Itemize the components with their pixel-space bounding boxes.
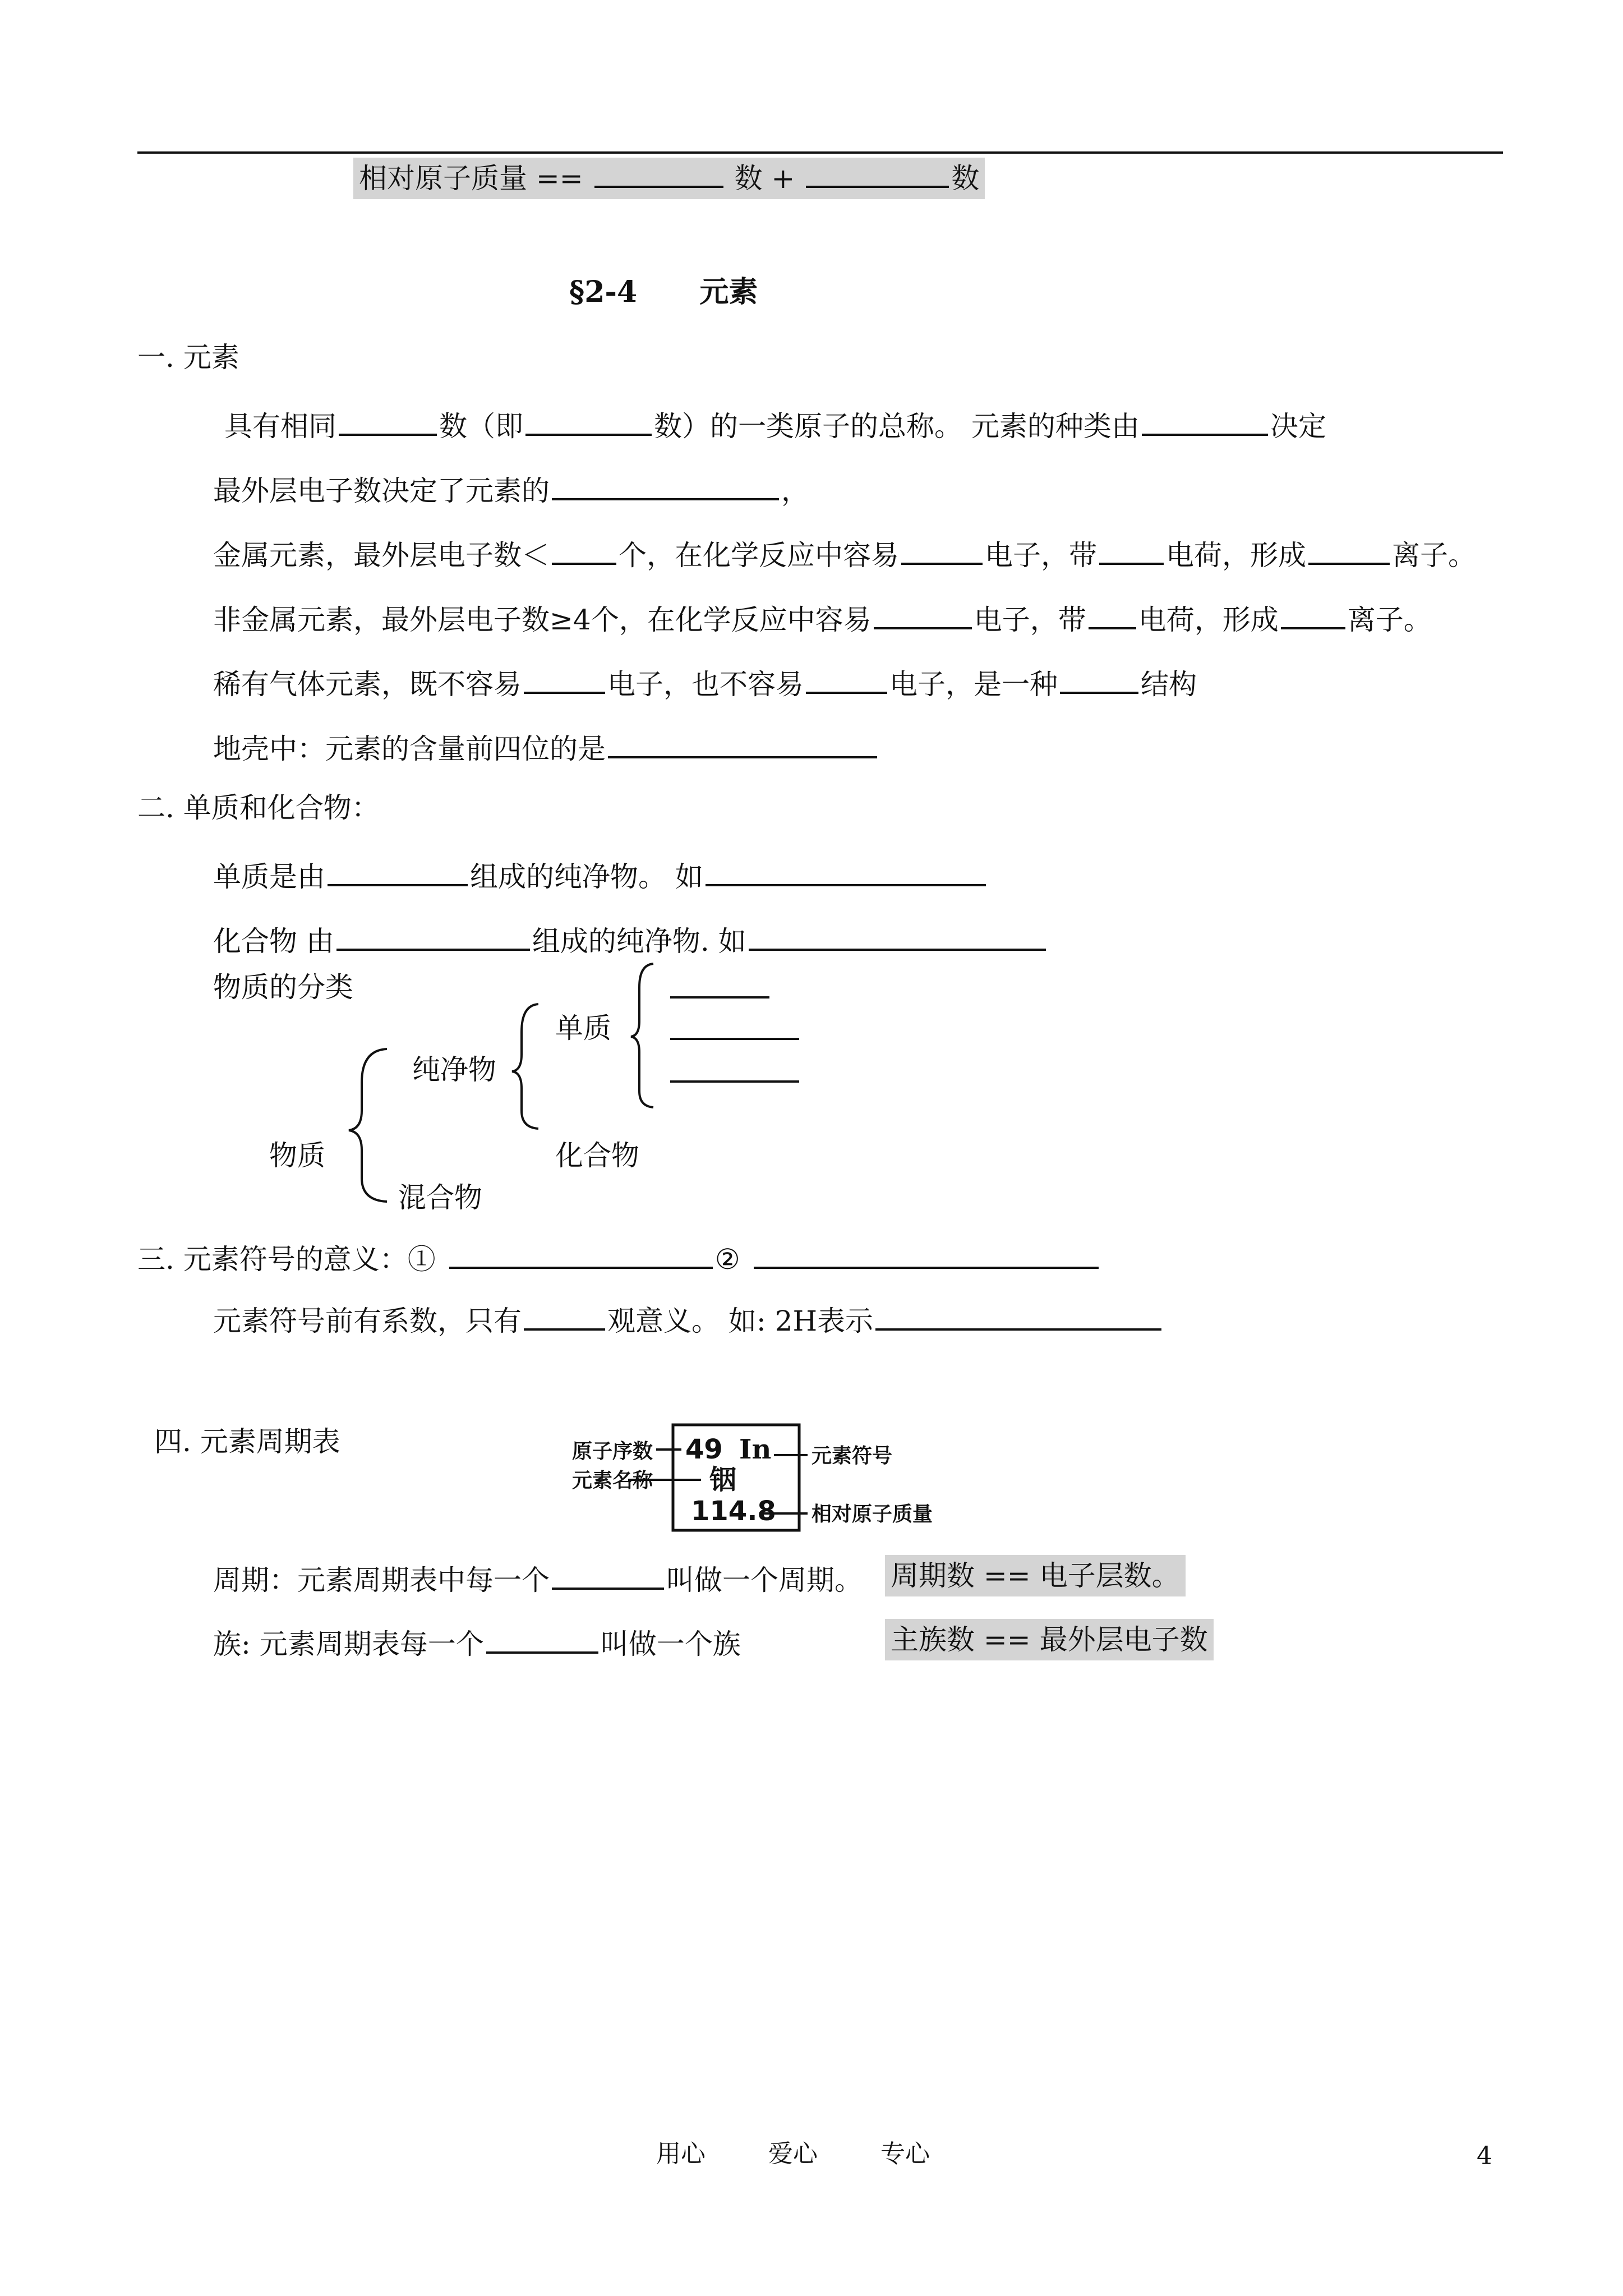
period-rule (885, 1559, 1186, 1592)
text: 结构 (1141, 668, 1197, 701)
text: 电子，是一种 (889, 668, 1058, 701)
label-atomic-mass: 相对原子质量 (811, 1503, 933, 1526)
tree-mixture: 混合物 (398, 1181, 482, 1214)
text: 族: 元素周期表每一个 (213, 1628, 484, 1660)
formula-mid: 数 + (734, 162, 795, 195)
text: 组成的纯净物。 如 (470, 861, 703, 893)
text: ， (781, 475, 809, 507)
text: 金属元素，最外层电子数＜ (213, 539, 550, 572)
text: 个，在化学反应中容易 (619, 539, 899, 572)
card-number: 49 (685, 1434, 723, 1465)
mark-2: ② (714, 1243, 740, 1276)
tree-root: 物质 (269, 1139, 325, 1172)
text: 观意义。 如: 2H表示 (607, 1305, 874, 1337)
text: 离子。 (1392, 539, 1476, 572)
text: 数（即 (439, 410, 523, 443)
highlight-text: 周期数 == 电子层数。 (885, 1555, 1186, 1596)
card-symbol: In (739, 1434, 772, 1465)
footer-word-3: 专心 (880, 2139, 930, 2168)
tree-element: 单质 (555, 1012, 611, 1045)
label-atomic-number: 原子序数 (572, 1440, 653, 1463)
blank[interactable] (486, 1626, 598, 1654)
text: 电荷，形成 (1166, 539, 1306, 572)
text: 组成的纯净物. 如 (532, 925, 746, 958)
blank[interactable] (552, 1562, 664, 1590)
footer-word-2: 爱心 (768, 2139, 818, 2168)
classify-label: 物质的分类 (213, 971, 353, 1004)
text: 具有相同 (224, 410, 336, 443)
card-mass: 114.8 (691, 1496, 776, 1527)
text: 数）的一类原子的总称。 元素的种类由 (654, 410, 1140, 443)
text: 稀有气体元素，既不容易 (213, 668, 522, 701)
text: 电子，带 (974, 604, 1086, 636)
label-element-symbol: 元素符号 (811, 1444, 893, 1467)
formula-right: 数 (951, 162, 980, 195)
heading-1: 一. 元素 (137, 341, 239, 374)
label-element-name: 元素名称 (572, 1469, 653, 1492)
text: 化合物 由 (213, 925, 334, 958)
text: 周期：元素周期表中每一个 (213, 1564, 550, 1596)
heading-4: 四. 元素周期表 (154, 1425, 340, 1458)
text: 单质是由 (213, 861, 325, 893)
group-rule (885, 1623, 1214, 1656)
text: 最外层电子数决定了元素的 (213, 475, 550, 507)
heading-2: 二. 单质和化合物： (137, 792, 380, 824)
highlight-text: 主族数 == 最外层电子数 (885, 1619, 1214, 1660)
formula-left: 相对原子质量 == (359, 162, 583, 195)
text: 地壳中：元素的含量前四位的是 (213, 733, 606, 765)
text: 叫做一个周期。 (666, 1564, 863, 1596)
text: 决定 (1270, 410, 1326, 443)
section-name: 元素 (699, 275, 758, 309)
text: 电荷，形成 (1138, 604, 1279, 636)
line-period (213, 1562, 863, 1594)
line-group (213, 1626, 741, 1658)
page-number: 4 (1477, 2142, 1492, 2170)
text: 叫做一个族 (600, 1628, 741, 1660)
text: 电子，也不容易 (607, 668, 804, 701)
footer-word-1: 用心 (656, 2139, 706, 2168)
text: 电子，带 (985, 539, 1097, 572)
tree-compound: 化合物 (555, 1139, 639, 1172)
card-name: 铟 (709, 1464, 737, 1496)
text: 元素符号前有系数，只有 (213, 1305, 522, 1337)
tree-pure: 纯净物 (412, 1053, 496, 1086)
text: 非金属元素，最外层电子数≥4个，在化学反应中容易 (213, 604, 872, 636)
text: 离子。 (1347, 604, 1432, 636)
heading-3: 三. 元素符号的意义：① (137, 1243, 436, 1276)
section-number: §2-4 (569, 275, 638, 309)
